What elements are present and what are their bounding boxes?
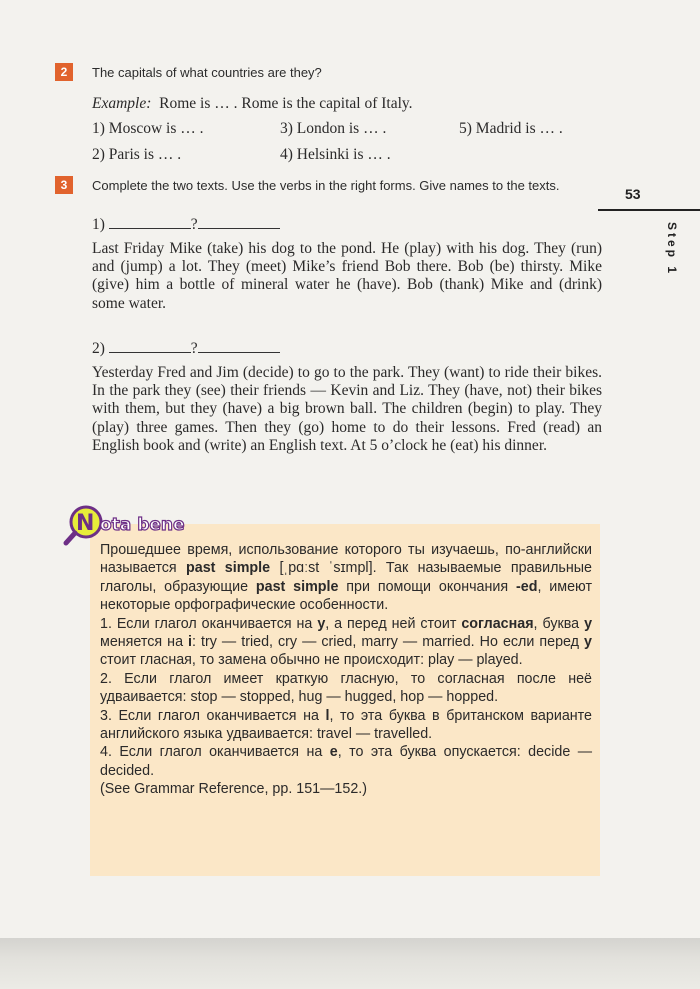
nb-text-run: 1. Если глагол оканчивается на bbox=[100, 615, 318, 632]
nb-text-run: , то эта буква опускается: decide — decided. bbox=[100, 744, 592, 779]
task-3-number-badge: 3 bbox=[55, 176, 73, 194]
nb-text-run: [ˌpɑːst ˈsɪmpl]. Так называемые правильные глаголы, образующие bbox=[100, 560, 592, 595]
nb-text-run: меняется на bbox=[100, 634, 189, 651]
logo-letter-n: N bbox=[76, 511, 95, 536]
nb-text-run: 4. Если глагол оканчивается на bbox=[100, 744, 330, 761]
nb-text-run: , то эта буква в британском варианте английского языка удваивается: travel — travelled. bbox=[100, 707, 593, 743]
task-2-title: The capitals of what countries are they? bbox=[92, 65, 322, 80]
task-2-item-4: 4) Helsinki is … . bbox=[280, 146, 391, 163]
blank-line bbox=[109, 216, 191, 229]
nb-text-run: 3. Если глагол оканчивается на bbox=[100, 707, 326, 724]
task-2-item-1: 1) Moscow is … . bbox=[92, 120, 204, 137]
nb-text-run: Прошедшее время, использование которого ты изучаешь, по-английски называется bbox=[100, 542, 592, 577]
nb-text-run: при помощи окончания bbox=[338, 578, 516, 595]
nb-intro bbox=[100, 541, 592, 615]
nb-rule-1 bbox=[100, 615, 592, 670]
nb-term: y bbox=[317, 615, 326, 632]
task-2-number-badge: 2 bbox=[55, 63, 73, 81]
task-3-title: Complete the two texts. Use the verbs in the right forms. Give names to the texts. bbox=[92, 178, 560, 193]
text-1-body: Last Friday Mike (take) his dog to the pond. He (play) with his dog. They (run) and (jump) a lot. They (meet) Mike’s friend Bob there. Bob (be) thirsty. Mike (give) him a bottle of mineral water he (have). Bob (thank) Mike and (drink) some water. bbox=[92, 240, 602, 312]
nb-text-run: стоит гласная, то замена обычно не происходит: play — played. bbox=[100, 652, 523, 669]
nb-term: past simple bbox=[186, 560, 271, 577]
task-2-example bbox=[92, 95, 413, 113]
task-2-item-5: 5) Madrid is … . bbox=[459, 120, 563, 137]
nb-text-run: , имеют некоторые орфографические особенности. bbox=[100, 578, 593, 614]
nb-term: y bbox=[584, 615, 593, 632]
nb-rule-3 bbox=[100, 707, 592, 744]
nb-term: i bbox=[188, 634, 193, 651]
text-1-title-blank bbox=[92, 216, 280, 234]
nb-term: e bbox=[329, 744, 338, 761]
text-2-body: Yesterday Fred and Jim (decide) to go to the park. They (want) to ride their bikes. In the park they (see) their friends — Kevin and Liz. They (have, not) their bikes with them, but they (have) a big brown ball. The children (begin) to play. They (play) three games. Then they (go) home to do their lessons. Fred (read) an English book and (write) an English text. At 5 o’clock he (eat) his dinner. bbox=[92, 364, 602, 454]
question-mark: ? bbox=[190, 216, 198, 233]
nb-text-run: , а перед ней стоит bbox=[325, 615, 462, 632]
page-number: 53 bbox=[625, 186, 641, 202]
nb-rule-4 bbox=[100, 743, 592, 780]
nb-term: past simple bbox=[255, 578, 339, 595]
text-2-title-blank bbox=[92, 340, 280, 358]
page-number-rule bbox=[598, 209, 700, 211]
text-1-label: 1) bbox=[92, 216, 105, 233]
nb-term: l bbox=[325, 707, 330, 724]
magnifier-handle bbox=[66, 533, 75, 543]
page-bottom-shadow bbox=[0, 938, 700, 989]
question-mark: ? bbox=[190, 340, 198, 357]
nb-term: согласная bbox=[461, 615, 534, 632]
nota-bene-logo bbox=[62, 500, 222, 546]
task-2-item-3: 3) London is … . bbox=[280, 120, 387, 137]
nb-reference: (See Grammar Reference, pp. 151—152.) bbox=[100, 781, 367, 798]
example-text: Rome is … . Rome is the capital of Italy. bbox=[159, 95, 413, 112]
logo-text: ota bene bbox=[100, 515, 185, 535]
step-label: Step 1 bbox=[665, 222, 679, 277]
nb-term: -ed bbox=[516, 578, 538, 595]
task-2-item-2: 2) Paris is … . bbox=[92, 146, 182, 163]
blank-line bbox=[109, 340, 191, 353]
nb-term: y bbox=[584, 634, 592, 651]
text-2-label: 2) bbox=[92, 340, 105, 357]
nb-text-run: : try — tried, cry — cried, marry — married. Но если перед bbox=[192, 634, 585, 651]
example-label: Example: bbox=[92, 95, 152, 112]
nota-bene-text bbox=[100, 541, 592, 799]
nb-text-run: , буква bbox=[533, 615, 585, 632]
blank-line bbox=[198, 340, 280, 353]
nb-rule-2: 2. Если глагол имеет краткую гласную, то согласная после неё удваивается: stop — stopped, hug — hugged, hop — hopped. bbox=[100, 670, 592, 706]
blank-line bbox=[198, 216, 280, 229]
